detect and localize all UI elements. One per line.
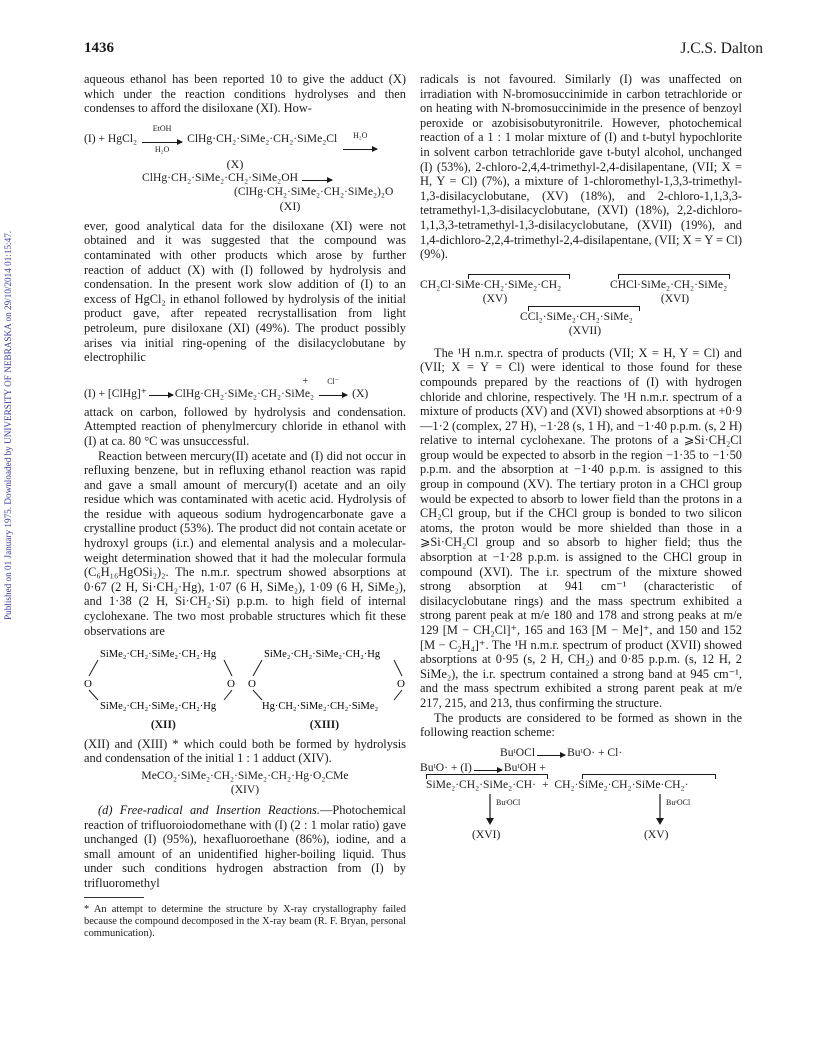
download-notice-text: Published on 01 January 1975. Downloaded by UNIVERSITY OF NEBRASKA on 29/10/2014 01:15:47.	[3, 230, 13, 620]
structure-xvi: CHCl·SiMe₂·CH₂·SiMe₂	[610, 277, 728, 291]
eq-product: (X)	[352, 386, 369, 400]
compound-label: (XVI)	[660, 291, 690, 305]
structures-xv-xvi-xvii	[420, 270, 742, 336]
structures-xii-xiii	[84, 644, 406, 716]
eq-reactants: (I) + [ClHg]⁺	[84, 386, 147, 400]
scheme-reactant: BuᵗO· + (I)	[420, 760, 472, 774]
compound-label: (XII)	[150, 719, 176, 732]
structure-xv: CH₂Cl·SiMe·CH₂·SiMe₂·CH₂	[420, 277, 562, 291]
paragraph: radicals is not favoured. Similarly (I) was unaffected on irradiation with N-bromosuccinimide in carbon tetrachloride or on heating with N-bromosuccinimide in the presence of benzoyl peroxide or azobisisobutyronitrile. However, photochemical reaction of a 1 : 1 molar mixture of (I) and t-butyl hypochlorite in solvent carbon tetrachloride gave t-butyl alcohol, unchanged (I) (53%), 2-chloro-2,4,4-trimethyl-2,4-disilapentane, (VII; X = H, Y = Cl) (7%), a mixture of 1-chloromethyl-1,3,3-trimethyl-1,3-disilacyclobutane, (XV) (18%), and 2-chloro-1,1,3,3-tetramethyl-1,3-disilacyclobutane, (XVI) (18%), 2,2-dichloro-1,1,3,3-tetramethyl-1,3-disilacyclobutane, (XVII) (19%), and 1,4-dichloro-2,2,4-trimethyl-2,4-disilapentane, (VII; X = Y = Cl) (9%).	[420, 72, 742, 262]
left-column	[84, 72, 406, 940]
eq-product: ClHg·CH₂·SiMe₂·CH₂·SiMe₂Cl	[187, 132, 338, 146]
compound-label: (XVII)	[568, 323, 602, 337]
equation-mercuration	[84, 122, 406, 213]
compound-label: (XIV)	[230, 783, 260, 796]
paragraph: attack on carbon, followed by hydrolysis and condensation. Attempted reaction of phenylmercury chloride in ethanol with (I) at ca. 80 °C was unsuccessful.	[84, 404, 406, 448]
paragraph: (XII) and (XIII) * which could both be formed by hydrolysis and condensation of the initial 1 : 1 adduct (XIV).	[84, 736, 406, 766]
structure-text: SiMe₂·CH₂·SiMe₂·CH₂·Hg	[100, 649, 217, 661]
structure-text: Hg·CH₂·SiMe₂·CH₂·SiMe₂	[262, 701, 379, 713]
svg-text:O: O	[227, 678, 235, 691]
journal-name: J.C.S. Dalton	[680, 40, 763, 57]
plus-sign: +	[541, 777, 549, 791]
compound-label: (XV)	[482, 291, 508, 305]
reaction-arrow	[537, 749, 565, 756]
svg-text:O: O	[248, 678, 256, 691]
arrow-reagent: BuᵗOCl	[666, 797, 691, 807]
arrow-reagent: H₂O	[353, 130, 368, 140]
scheme-product: BuᵗO· + Cl·	[567, 745, 623, 759]
arrow-solvent: H₂O	[154, 144, 170, 154]
footnote: * An attempt to determine the structure by X-ray crystallography failed because the compound decomposed in the X-ray beam (R. F. Bryan, personal communication).	[84, 903, 406, 939]
paragraph: The products are considered to be formed as shown in the following reaction scheme:	[420, 710, 742, 740]
structure-xiii	[248, 644, 406, 716]
radical-b: CH₂·SiMe₂·CH₂·SiMe·CH₂·	[554, 777, 689, 791]
equation-electrophilic	[84, 375, 406, 401]
section-heading: (d) Free-radical and Insertion Reactions.	[98, 803, 320, 817]
reaction-arrow	[149, 389, 173, 396]
compound-label: (XVI)	[472, 827, 501, 841]
compound-label: (XIII)	[309, 719, 340, 732]
svg-text:O: O	[397, 678, 405, 691]
eq-disiloxane: (ClHg·CH₂·SiMe₂·CH₂·SiMe₂)₂O	[234, 184, 394, 198]
paragraph-text: —Photochemical reaction of trifluoroiodomethane with (I) (2 : 1 molar ratio) gave unchanged (I) (95%), hexafluoroethane (86%), iodine, and a small amount of an unidentified higher-boiling liquid. Thus under such conditions hydrogen abstraction from (I) by trifluoromethyl	[84, 803, 406, 890]
arrow-reagent: BuᵗOCl	[496, 797, 521, 807]
reaction-arrow	[341, 129, 379, 150]
charge-sign: +	[302, 375, 309, 387]
scheme-reactant: BuᵗOCl	[500, 745, 536, 759]
footnote-divider	[84, 897, 144, 898]
svg-text:O: O	[84, 678, 92, 691]
scheme-product: BuᵗOH +	[503, 760, 546, 774]
download-notice	[3, 60, 17, 620]
eq-intermediate: ClHg·CH₂·SiMe₂·CH₂·SiMe₂OH	[142, 170, 298, 184]
scheme-down-arrows	[420, 792, 742, 826]
reaction-arrow	[474, 764, 502, 771]
paragraph: ever, good analytical data for the disiloxane (XI) were not obtained and it was suggested that the compound was contaminated with other products which arose by further reaction of adduct (X) with (I) followed by hydrolysis and condensation. In the present work slow addition of (I) to an excess of HgCl₂ in ethanol followed by hydrolysis of the initial product gave, after repeated recrystallisation from light petroleum, pure disiloxane (XI) (49%). The product possibly arises via initial ring-opening of the disilacyclobutane by electrophilic	[84, 218, 406, 365]
paragraph: aqueous ethanol has been reported 10 to give the adduct (X) which under the reaction conditions hydrolyses and then condenses to afford the disiloxane (XI). How-	[84, 72, 406, 116]
reaction-arrow	[317, 375, 349, 401]
compound-label: (XV)	[644, 827, 669, 841]
compound-label: (X)	[226, 156, 244, 171]
equation-adduct	[84, 769, 406, 797]
paragraph: The ¹H n.m.r. spectra of products (VII; X = H, Y = Cl) and (VII; X = Y = Cl) were identical to those found for these compounds prepared by the reactions of (I) with hydrogen chloride and chlorine, respectively. The ¹H n.m.r. spectrum of a mixture of products (XV) and (XVI) showed absorptions at +0·9—1·2 (complex, 27 H), −1·28 (s, 1 H), and −1·40 p.p.m. (s, 2 H) relative to internal cyclohexane. The protons of a ⩾Si·CH₂Cl group would be expected to absorb in the region −1·35 to −1·50 p.p.m. and the absorption at −1·40 p.p.m. is assigned to this group in compound (XV). The tertiary proton in a CHCl group would be expected to absorb to lower field than the protons in a CH₂Cl group, but if the CHCl group is bonded to two silicon atoms, the proton would be more shielded than those in a ⩾Si·CH₂Cl group and so absorb to higher field; thus the absorption at −1·28 p.p.m. is assigned to the CHCl group in compound (XVI). The i.r. spectrum of the mixture showed strong absorption at 941 cm⁻¹ (characteristic of disilacyclobutane rings) and the mass spectrum exhibited a strong parent peak at m/e 180 and 178 and strong peaks at m/e 129 [M − CH₂Cl]⁺, 165 and 163 [M − Me]⁺, and 150 and 152 [M − C₂H₄]⁺. The ¹H n.m.r. spectrum of product (XVII) showed absorptions at 0·95 (s, 2 H, CH₂) and 0·85 p.p.m. (s, 12 H, 2 SiMe₂), the i.r. spectrum contained a strong band at 945 cm⁻¹, and the mass spectrum exhibited a strong parent peak at m/e 217, 215, and 213, thus confirming the structure.	[420, 345, 742, 710]
eq-reactants: (I) + HgCl₂	[84, 132, 138, 146]
paragraph: Reaction between mercury(II) acetate and (I) did not occur in refluxing benzene, but in refluxing ethanol reaction was rapid and gave a small amount of mercury(I) acetate and an oily residue which was contaminated with acetic acid. Hydrolysis of the residue with aqueous sodium hydrogencarbonate gave a crystalline product (53%). The product did not contain acetate or hydroxyl groups (i.r.) and elemental analysis and a molecular-weight determination showed that it had the molecular formula (C₆H₁₆HgOSi₂)₂. The n.m.r. spectrum showed absorptions at 0·67 (2 H, Si·CH₂·Hg), 1·07 (6 H, SiMe₂), 1·09 (6 H, SiMe₂), and 1·38 (2 H, Si·CH₂·Si) p.p.m. to high field of internal cyclohexane. The two most probable structures which fit these observations are	[84, 448, 406, 638]
structure-text: SiMe₂·CH₂·SiMe₂·CH₂·Hg	[264, 649, 381, 661]
arrow-reagent: Cl⁻	[327, 376, 339, 386]
radical-a: SiMe₂·CH₂·SiMe₂·CH·	[426, 777, 537, 791]
compound-label: (XI)	[279, 198, 301, 213]
eq-cation: ClHg·CH₂·SiMe₂·CH₂·SiMe₂	[174, 386, 315, 400]
eq-adduct: MeCO₂·SiMe₂·CH₂·SiMe₂·CH₂·Hg·O₂CMe	[141, 769, 349, 782]
reaction-arrow	[140, 122, 184, 157]
reaction-scheme	[420, 746, 742, 846]
structure-xvii: CCl₂·SiMe₂·CH₂·SiMe₂	[520, 309, 633, 323]
arrow-reagent: EtOH	[152, 123, 172, 133]
structure-text: SiMe₂·CH₂·SiMe₂·CH₂·Hg	[100, 701, 217, 713]
paragraph	[84, 803, 406, 891]
reaction-arrow	[302, 174, 332, 181]
structure-xii	[84, 644, 234, 716]
page-number: 1436	[84, 40, 114, 56]
right-column	[420, 72, 742, 846]
